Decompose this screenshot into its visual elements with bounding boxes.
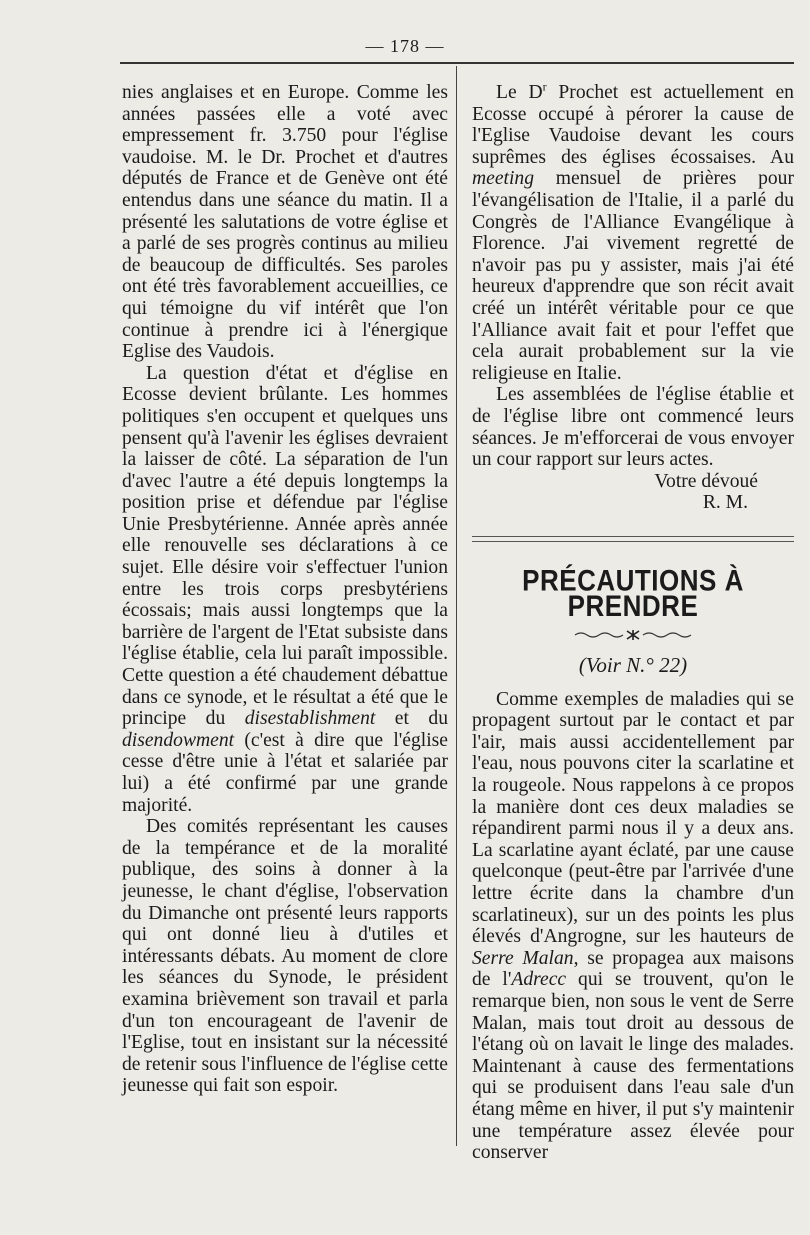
right-p1-text-a: Le D xyxy=(496,82,543,103)
right-p3-italic-1: Serre Malan xyxy=(472,947,574,969)
column-divider xyxy=(456,66,457,1146)
left-p2-italic-1: disestablishment xyxy=(244,708,376,730)
signature-initials: R. M. xyxy=(702,492,748,514)
left-paragraph-2 xyxy=(122,363,448,816)
right-p3-italic-2: Adrecc xyxy=(511,969,567,991)
right-column xyxy=(472,79,794,1164)
right-p3-text-c: qui se trouvent, qu'on le remarque bien, non sous le vent de Serre Malan, mais tout droit au dessous de l'étang où on lavait le linge des malades. Maintenant à cause des fermentations qui se produisent dans l'eau sale d'un étang même en hiver, il put s'y maintenir une température assez élevée pour conserver xyxy=(472,969,794,1164)
right-p3-text-a: Comme exemples de maladies qui se propagent surtout par le contact et par l'air, mais aussi accidentellement par l'eau, nous pouvons citer la scarlatine et la rougeole. Nous rappelons à ce propos la manière dont ces deux maladies se répandirent parmi nous il y a deux ans. La scarlatine ayant éclaté, par une cause quelconque (peut-être par l'arrivée d'une lettre écrite dans la chambre d'un scarlatineux), sur un des points les plus élevés d'Angrogne, sur les hauteurs de xyxy=(472,688,794,948)
right-paragraph-3 xyxy=(472,689,794,1164)
signature xyxy=(472,471,794,514)
right-paragraph-1 xyxy=(472,79,794,384)
section-reference: (Voir N.° 22) xyxy=(578,653,688,678)
signature-closing: Votre dévoué xyxy=(654,470,758,492)
right-p1-italic: meeting xyxy=(472,168,535,190)
left-column xyxy=(122,82,448,1097)
ornament-divider-icon xyxy=(573,629,693,641)
left-paragraph-3 xyxy=(122,816,448,1097)
left-paragraph-1 xyxy=(122,82,448,363)
left-p2-italic-2: disendowment xyxy=(122,729,235,751)
left-p2-text-b: et du xyxy=(375,708,448,730)
header-rule xyxy=(120,62,794,64)
right-paragraph-2: Les assemblées de l'église établie et de l'église libre ont commencé leurs séances. Je m'efforcerai de vous envoyer un cour rapport sur leurs actes. xyxy=(472,384,794,471)
right-p1-text-c: mensuel de prières pour l'évangélisation de l'Italie, il a parlé du Congrès de l'Alliance Evangélique à Florence. J'ai vivement regretté de n'avoir pas pu y assister, mais j'ai été heureux d'apprendre que son récit avait créé un intérêt véritable pour ce que l'Alliance avait fait et pour l'effet que cela aurait probablement sur la vie religieuse en Italie. xyxy=(472,168,794,384)
left-p2-text-c: (c'est à dire que l'église cesse d'être unie à l'état et salariée par lui) a été confirmé par une grande majorité. xyxy=(122,729,448,816)
right-p1-text-b: Prochet est actuellement en Ecosse occupé à pérorer la cause de l'Eglise Vaudoise devant les cours suprêmes des églises écossaises. Au xyxy=(472,82,794,168)
left-p1-text: nies anglaises et en Europe. Comme les années passées elle a voté avec empressement fr. 3.750 pour l'église vaudoise. M. le Dr. Prochet et d'autres députés de France et de Genève ont été entendus dans une séance du matin. Il a présenté les salutations de votre église et a parlé de ses progrès continus au milieu de beaucoup de difficultés. Ses paroles ont été très favorablement accueillies, ce qui témoigne du vif intérêt que l'on continue à prendre ici à l'énergique Eglise des Vaudois. xyxy=(122,82,448,363)
right-p3-text-b: , se propagea aux maisons de l' xyxy=(472,947,794,991)
section-separator xyxy=(472,536,794,542)
left-p3-text: Des comités représentant les causes de la tempérance et de la moralité publique, des soins à donner à la jeunesse, le chant d'église, l'observation du Dimanche ont présenté leurs rapports qui ont donné lieu à d'utiles et intéressants débats. Au moment de clore les séances du Synode, le président examina brièvement son travail et parla d'un ton encourageant de l'avenir de l'Eglise, tout en insistant sur la nécessité de retenir sous l'influence de l'église cette jeunesse qui fait son espoir. xyxy=(122,816,448,1097)
page-number: — 178 — xyxy=(365,36,445,56)
right-p1-superscript: r xyxy=(542,79,547,94)
section-title: PRÉCAUTIONS À PRENDRE xyxy=(522,562,744,623)
left-p2-text-a: La question d'état et d'église en Ecosse devient brûlante. Les hommes politiques s'en occupent et quelques uns pensent qu'à l'avenir les églises devraient la laisser de côté. La séparation de l'un d'avec l'autre a été depuis longtemps la position prise et défendue par l'église Unie Presbytérienne. Année après année elle renouvelle ses déclarations à ce sujet. Elle désire voir s'effectuer l'union entre les trois corps presbytériens écossais; mais aussi longtemps que la barrière de l'argent de l'Etat subsiste dans l'église établie, cela lui paraît impossible. Cette question a été chaudement débattue dans ce synode, et le résultat a été que le principe du xyxy=(122,362,448,730)
